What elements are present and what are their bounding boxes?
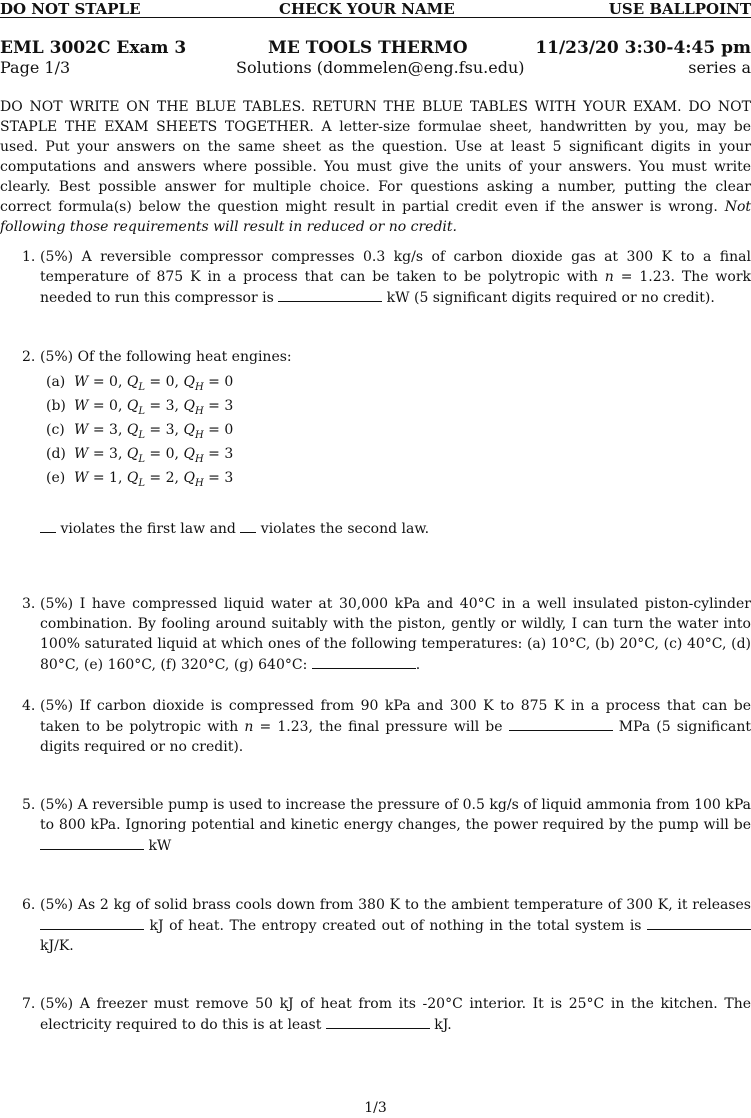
- course-title: EML 3002C Exam 3: [0, 38, 187, 58]
- exam-datetime: 11/23/20 3:30-4:45 pm: [535, 38, 751, 58]
- page-footer: 1/3: [364, 1100, 387, 1116]
- answer-blank-q3[interactable]: [312, 654, 416, 669]
- instructions: DO NOT WRITE ON THE BLUE TABLES. RETURN THE BLUE TABLES WITH YOUR EXAM. DO NOT STAPLE THE EXAM SHEETS TOGETHER. A letter-size formulae sheet, handwritten by you, may be used. Put your answers on the same sheet as the question. Use at least 5 significant digits in your computations and answers where possible. You must give the units of your answers. You must write clearly. Best possible answer for multiple choice. For questions asking a number, putting the clear correct formula(s) below the question might result in partial credit even if the answer is wrong. Not following those requirements will result in reduced or no credit.: [0, 99, 751, 235]
- top-banner: [0, 0, 751, 18]
- answer-blank-q5[interactable]: [40, 835, 144, 850]
- subject-title: ME TOOLS THERMO: [268, 38, 468, 58]
- q2-option: (e) W = 1, $Q_L = 2$, $Q_H = 3$: [46, 470, 234, 489]
- q2-option: (b) W = 0, $Q_L = 3$, $Q_H = 3$: [46, 398, 234, 417]
- answer-blank-q2-second[interactable]: [240, 518, 256, 533]
- solutions-contact: Solutions (dommelen@eng.fsu.edu): [236, 58, 525, 77]
- q2-option: (c) W = 3, $Q_L = 3$, $Q_H = 0$: [46, 422, 234, 441]
- series-label: series a: [688, 58, 751, 77]
- q2-option: (a) W = 0, $Q_L = 0$, $Q_H = 0$: [46, 374, 234, 393]
- check-name-label: CHECK YOUR NAME: [279, 0, 455, 18]
- answer-blank-q2-first[interactable]: [40, 518, 56, 533]
- answer-blank-q4[interactable]: [509, 716, 613, 731]
- page-number: Page 1/3: [0, 58, 71, 77]
- answer-blank-q1[interactable]: [278, 287, 382, 302]
- instructions-warning: Not following those requirements will result in reduced or no credit.: [0, 199, 751, 235]
- answer-blank-q6-heat[interactable]: [40, 915, 144, 930]
- do-not-staple-label: DO NOT STAPLE: [0, 0, 141, 18]
- answer-blank-q6-entropy[interactable]: [647, 915, 751, 930]
- q2-option: (d) W = 3, $Q_L = 0$, $Q_H = 3$: [46, 446, 234, 465]
- answer-blank-q7[interactable]: [326, 1014, 430, 1029]
- use-ballpoint-label: USE BALLPOINT: [608, 0, 751, 18]
